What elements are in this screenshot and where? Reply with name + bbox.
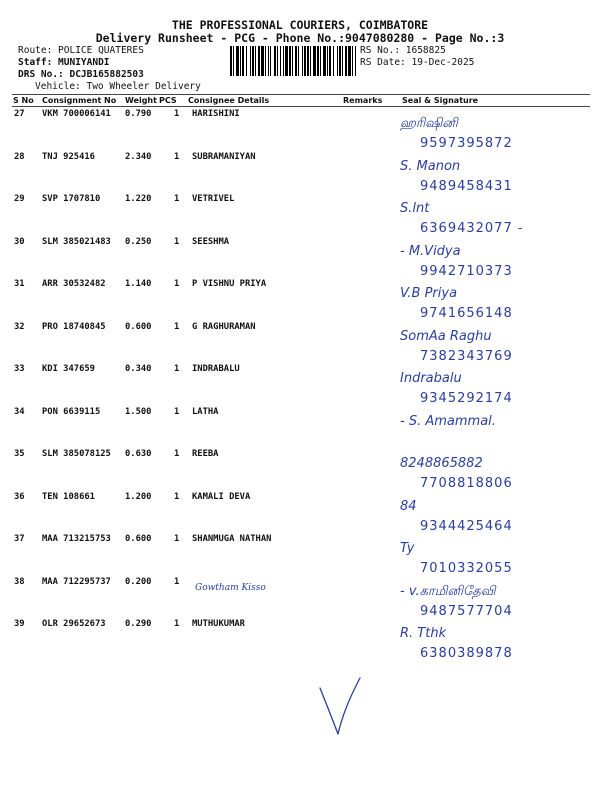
pieces-count: 1 [174,321,180,332]
pieces-count: 1 [174,279,180,289]
pieces-count: 1 [174,364,180,374]
weight-value: 0.790 [125,109,152,119]
table-row [0,322,600,364]
serial-number: 28 [14,151,25,162]
signature-name: Ty [400,541,415,556]
runsheet-subtitle: Delivery Runsheet - PCG - Phone No.:9047080280 - Page No.:3 [95,31,505,45]
pieces-count: 1 [174,406,180,417]
barcode-bar [342,46,343,76]
serial-number: 39 [14,619,25,629]
vehicle-label: Vehicle: Two Wheeler Delivery [35,81,201,92]
serial-number: 27 [14,109,25,119]
signature-area [390,154,570,198]
col-header-seal: Seal & Signature [402,96,479,105]
barcode-bar [298,46,299,76]
header-top-rule [12,94,590,95]
signature-phone: 6369432077 - [420,221,524,236]
signature-name: - M.Vidya [400,243,461,259]
pieces-count: 1 [174,151,180,162]
signature-name: V.B Priya [400,286,458,301]
route-label: Route: POLICE QUATERES [18,45,144,56]
signature-name: 8248865882 [400,456,483,471]
barcode-bar [250,46,251,76]
serial-number: 35 [14,449,25,459]
signature-phone: 7708818806 [420,476,513,491]
weight-value: 0.600 [125,321,152,332]
signature-name: ஹரிஷினி [400,116,458,131]
rs-date: RS Date: 19-Dec-2025 [360,57,475,68]
col-header-consignee: Consignee Details [188,96,270,105]
col-header-pcs: PCS [159,96,177,105]
barcode-bar [320,46,321,76]
consignment-number: MAA 712295737 [42,576,111,587]
pieces-count: 1 [174,449,180,459]
serial-number: 37 [14,534,25,544]
signature-name: 84 [400,498,417,514]
barcode-bar [258,46,260,76]
signature-area [390,536,570,580]
barcode-bar [274,46,276,76]
weight-value: 0.340 [125,364,152,374]
consignment-number: ARR 30532482 [42,279,106,289]
pieces-count: 1 [174,576,180,587]
check-mark-icon [300,668,380,748]
table-row [0,194,600,236]
consignee-name: KAMALI DEVA [192,491,251,502]
pieces-count: 1 [174,491,180,502]
signature-phone: 9344425464 [420,518,513,534]
rs-number: RS No.: 1658825 [360,45,446,56]
pieces-count: 1 [174,194,180,204]
col-header-weight: Weight [125,96,157,105]
signature-name: - S. Amammal. [400,413,496,429]
signature-phone: 9942710373 [420,263,513,279]
serial-number: 29 [14,194,25,204]
barcode-bar [310,46,311,76]
col-header-consignment: Consignment No [42,96,117,105]
barcode-bar [233,46,234,76]
serial-number: 33 [14,364,25,374]
barcode-bar [295,46,297,76]
barcode-bar [236,46,239,76]
consignee-name: INDRABALU [192,364,240,374]
table-row [0,237,600,279]
barcode-bar [317,46,319,76]
pieces-count: 1 [174,619,180,629]
weight-value: 1.500 [125,406,152,417]
signature-area [390,451,570,495]
weight-value: 2.340 [125,151,152,162]
consignment-number: SLM 385021483 [42,236,111,247]
table-row [0,152,600,194]
barcode-bar [242,46,244,76]
pieces-count: 1 [174,236,180,247]
serial-number: 30 [14,236,25,247]
consignee-name: SUBRAMANIYAN [192,151,256,162]
weight-value: 0.290 [125,619,152,629]
barcode-bar [265,46,266,76]
signature-area [390,366,570,410]
signature-area [390,621,570,665]
consignment-number: PON 6639115 [42,406,101,417]
barcode-bar [337,46,338,76]
consignment-number: OLR 29652673 [42,619,106,629]
signature-area [390,409,570,453]
barcode-bar [255,46,256,76]
consignment-number: MAA 713215753 [42,534,111,544]
pieces-count: 1 [174,109,180,119]
barcode-bar [329,46,331,76]
barcode-bar [345,46,347,76]
consignee-name: LATHA [192,406,219,417]
signature-phone: 9741656148 [420,306,513,321]
signature-name: S.lnt [400,201,430,216]
header-bottom-rule [12,106,590,107]
consignment-number: TNJ 925416 [42,151,95,162]
barcode-bar [339,46,341,76]
signature-phone: 9489458431 [420,178,513,194]
signature-phone: 7382343769 [420,348,513,364]
signature-name: Indrabalu [400,371,462,386]
consignee-name: HARISHINI [192,109,240,119]
barcode-bar [307,46,309,76]
barcode-bar [304,46,306,76]
table-row [0,492,600,534]
consignment-number: TEN 108661 [42,491,95,502]
serial-number: 38 [14,576,25,587]
consignment-number: SLM 385078125 [42,449,111,459]
barcode-bar [289,46,291,76]
signature-area [390,579,570,623]
barcode-bar [313,46,316,76]
table-row [0,534,600,576]
weight-value: 1.200 [125,491,152,502]
serial-number: 34 [14,406,25,417]
table-row [0,577,600,619]
barcode-bar [280,46,281,76]
signature-area [390,281,570,325]
barcode-bar [292,46,293,76]
barcode-bar [348,46,351,76]
consignee-name: SEESHMA [192,236,230,247]
weight-value: 1.220 [125,194,152,204]
weight-value: 0.250 [125,236,152,247]
signature-area [390,494,570,538]
consignee-name: P VISHNU PRIYA [192,279,267,289]
col-header-remarks: Remarks [343,96,383,105]
weight-value: 0.630 [125,449,152,459]
barcode-bar [252,46,254,76]
barcode-bar [285,46,288,76]
staff-label: Staff: MUNIYANDI [18,57,110,68]
signature-name: R. Tthk [400,626,447,641]
signature-phone: 9597395872 [420,136,513,151]
signature-phone: 9487577704 [420,603,513,619]
consignment-number: PRO 18740845 [42,321,106,332]
barcode-bar [246,46,247,76]
signature-phone: 7010332055 [420,561,513,576]
barcode-bar [230,46,232,76]
pieces-count: 1 [174,534,180,544]
barcode-bar [323,46,326,76]
barcode-bar [277,46,278,76]
barcode-bar [352,46,353,76]
signature-area [390,324,570,368]
weight-value: 0.200 [125,576,152,587]
consignment-number: VKM 700006141 [42,109,111,119]
table-row [0,407,600,449]
barcode [230,46,356,76]
serial-number: 36 [14,491,25,502]
barcode-bar [270,46,271,76]
barcode-bar [240,46,241,76]
weight-value: 1.140 [125,279,152,289]
consignee-name: MUTHUKUMAR [192,619,245,629]
table-row [0,364,600,406]
barcode-bar [261,46,264,76]
company-title: THE PROFESSIONAL COURIERS, COIMBATORE [171,18,429,32]
barcode-bar [333,46,334,76]
barcode-bar [302,46,303,76]
table-row [0,619,600,661]
table-row [0,279,600,321]
signature-name: SomAa Raghu [400,328,492,344]
barcode-bar [283,46,284,76]
signature-phone: 9345292174 [420,391,513,406]
signature-phone: 6380389878 [420,646,513,661]
consignee-name: G RAGHURAMAN [192,321,256,332]
signature-area [390,239,570,283]
col-header-sno: S No [13,96,34,105]
barcode-bar [327,46,328,76]
signature-name: S. Manon [400,158,461,174]
drs-label: DRS No.: DCJB165882503 [18,69,144,80]
consignment-number: SVP 1707810 [42,194,101,204]
handwritten-consignee: Gowtham Kisso [195,582,266,593]
serial-number: 31 [14,279,25,289]
signature-area [390,196,570,240]
consignee-name: VETRIVEL [192,194,235,204]
barcode-bar [268,46,269,76]
weight-value: 0.600 [125,534,152,544]
table-row [0,109,600,151]
serial-number: 32 [14,321,25,332]
consignment-number: KDI 347659 [42,364,95,374]
signature-area [390,111,570,155]
signature-name: - v.காமினிதேவி [400,583,496,599]
consignee-name: SHANMUGA NATHAN [192,534,272,544]
barcode-bar [355,46,356,76]
consignee-name: REEBA [192,449,219,459]
table-row [0,449,600,491]
